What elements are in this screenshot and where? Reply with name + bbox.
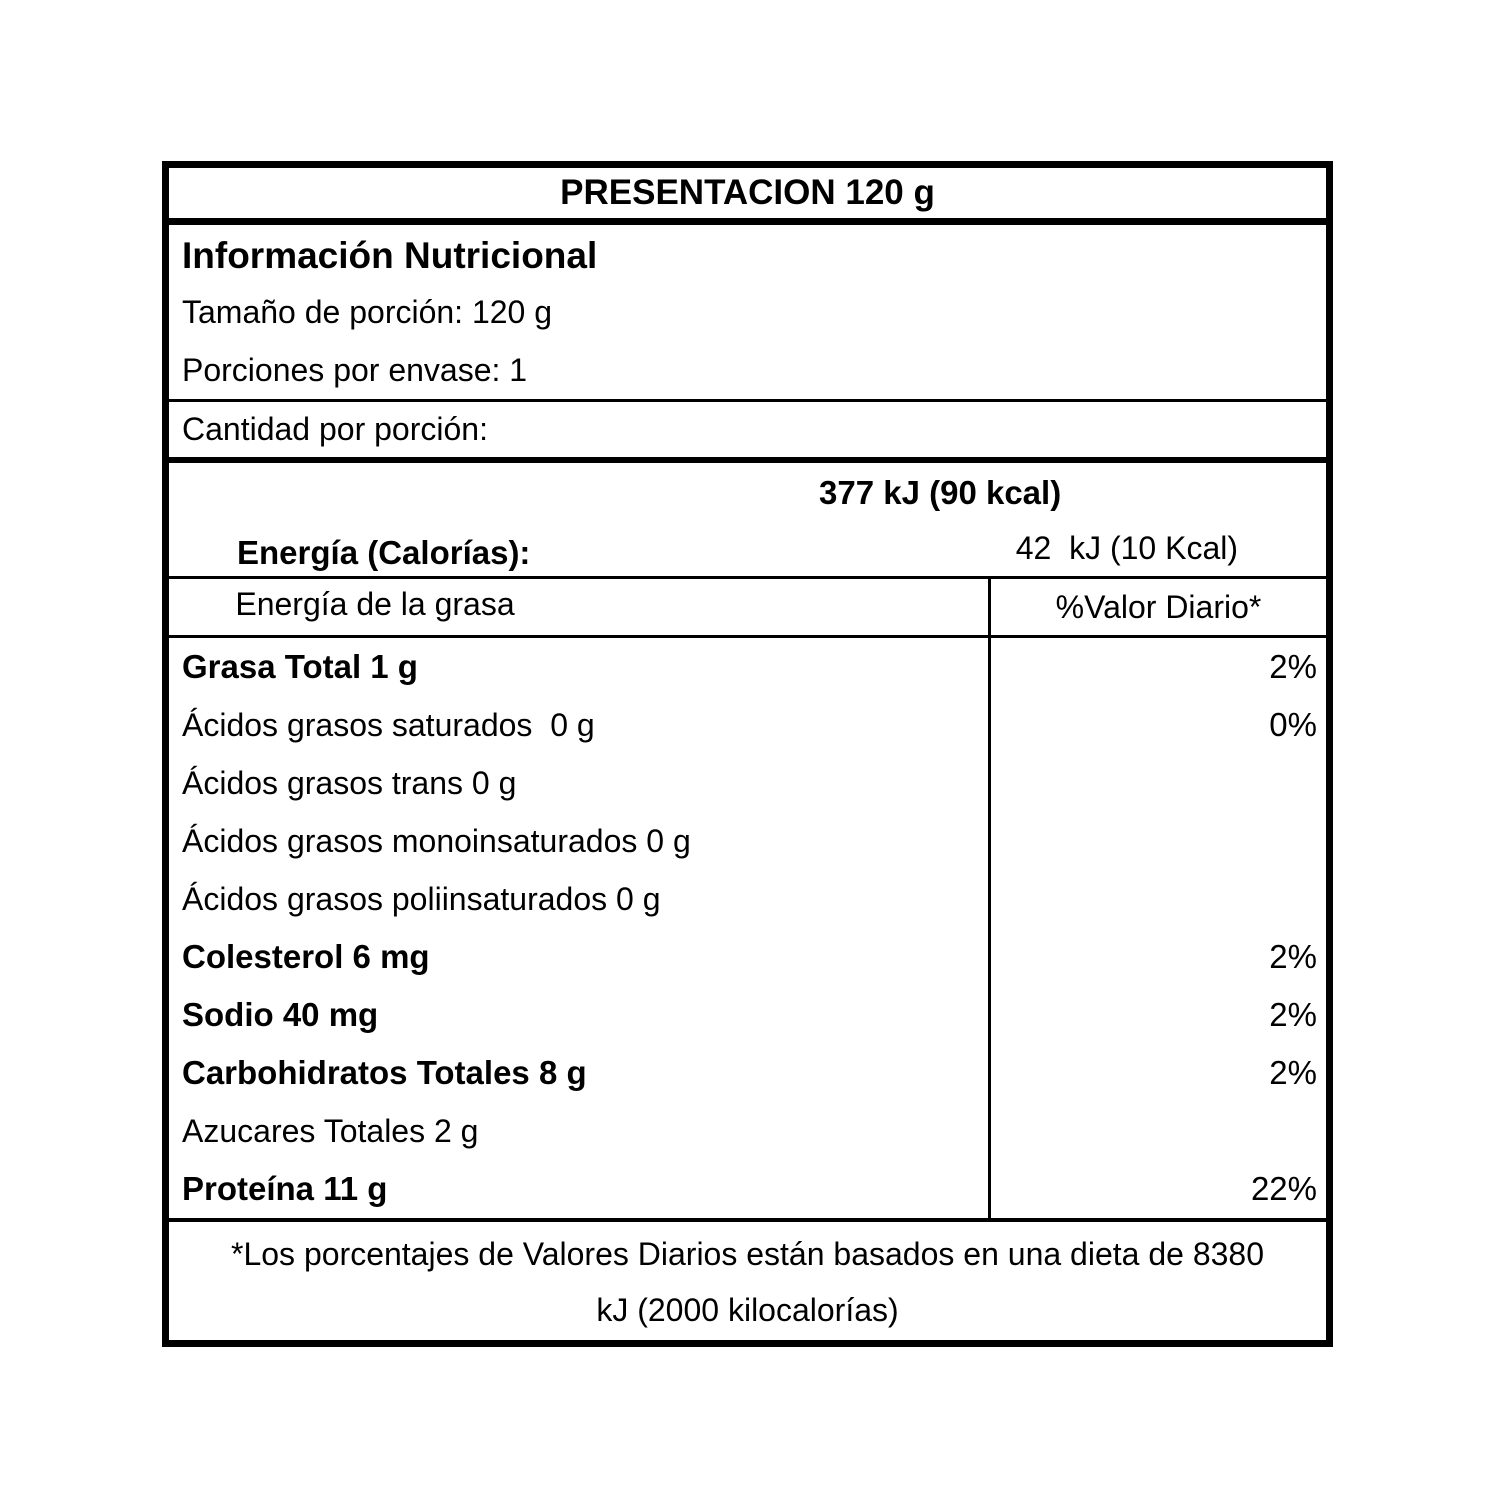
info-section	[169, 225, 1326, 402]
nutrient-dv: 22%	[988, 1160, 1326, 1218]
nutrient-row-proteina	[169, 1160, 1326, 1218]
nutrient-dv	[988, 812, 1326, 870]
fat-energy-label: Energía de la grasa	[235, 586, 515, 622]
footnote-line-2: kJ (2000 kilocalorías)	[596, 1292, 899, 1328]
nutrient-row-saturados	[169, 696, 1326, 754]
nutrition-label	[162, 161, 1333, 1347]
nutrient-dv: 2%	[988, 1044, 1326, 1102]
footnote	[169, 1218, 1326, 1338]
nutrient-name: Azucares Totales 2 g	[182, 1113, 479, 1149]
serving-size: Tamaño de porción: 120 g	[182, 294, 553, 330]
nutrient-row-monoinsaturados	[169, 812, 1326, 870]
nutrient-name: Grasa Total 1 g	[182, 648, 418, 685]
energy-calories-label: Energía (Calorías):	[237, 534, 531, 571]
nutrient-row-azucares	[169, 1102, 1326, 1160]
fat-energy-value: 42 kJ (10 Kcal)	[1015, 530, 1238, 566]
amount-per-serving: Cantidad por porción:	[169, 402, 1326, 463]
nutrient-name: Sodio 40 mg	[182, 996, 379, 1033]
nutrient-dv: 2%	[988, 986, 1326, 1044]
daily-value-header: %Valor Diario*	[988, 579, 1326, 635]
nutrient-dv: 2%	[988, 638, 1326, 696]
presentation-title: PRESENTACION 120 g	[169, 168, 1326, 225]
energy-calories-value: 377 kJ (90 kcal)	[819, 474, 1062, 511]
nutrient-row-sodio	[169, 986, 1326, 1044]
footnote-line-1: *Los porcentajes de Valores Diarios están basados en una dieta de 8380	[231, 1236, 1264, 1272]
nutrient-row-carbohidratos	[169, 1044, 1326, 1102]
nutrient-name: Ácidos grasos saturados 0 g	[182, 707, 595, 743]
nutrient-dv: 2%	[988, 928, 1326, 986]
nutrient-name: Ácidos grasos poliinsaturados 0 g	[182, 881, 661, 917]
nutrient-dv	[988, 754, 1326, 812]
nutrient-row-grasa-total	[169, 638, 1326, 696]
nutrient-row-colesterol	[169, 928, 1326, 986]
nutrient-name: Carbohidratos Totales 8 g	[182, 1054, 587, 1091]
nutrient-name: Ácidos grasos monoinsaturados 0 g	[182, 823, 691, 859]
nutrient-name: Colesterol 6 mg	[182, 938, 430, 975]
info-title: Información Nutricional	[182, 235, 598, 276]
nutrients-table	[169, 638, 1326, 1218]
nutrient-name: Proteína 11 g	[182, 1170, 388, 1207]
nutrient-dv	[988, 870, 1326, 928]
nutrient-dv: 0%	[988, 696, 1326, 754]
nutrient-row-trans	[169, 754, 1326, 812]
nutrient-dv	[988, 1102, 1326, 1160]
servings-per-container: Porciones por envase: 1	[182, 352, 528, 388]
nutrient-name: Ácidos grasos trans 0 g	[182, 765, 517, 801]
nutrient-row-poliinsaturados	[169, 870, 1326, 928]
